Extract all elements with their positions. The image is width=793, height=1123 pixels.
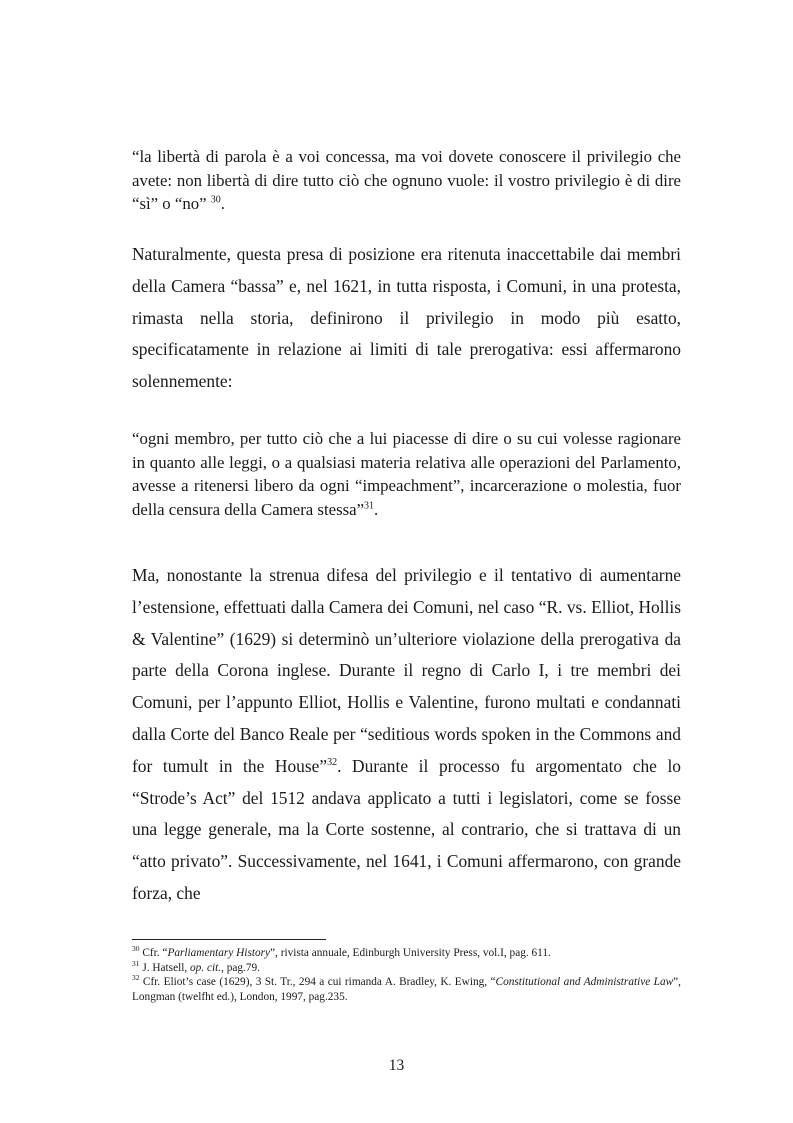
page-number: 13 [388, 1057, 405, 1074]
quote-text: “la libertà di parola è a voi concessa, ma voi dovete conoscere il privilegio che avete: non libertà di dire tutto ciò che ognuno vuole: il vostro privilegio è di dire “sì” o “no” [132, 147, 681, 213]
quote-end: . [220, 194, 225, 213]
footnotes [132, 946, 681, 1004]
paragraph-text: Naturalmente, questa presa di posizione era ritenuta inaccettabile dai membri della Camera “bassa” e, nel 1621, in tutta risposta, i Comuni, in una protesta, rimasta nella storia, definirono il privilegio in modo più esatto, specificatamente in relazione ai limiti di tale prerogativa: essi affermarono solennemente: [132, 244, 681, 392]
quote-text: “ogni membro, per tutto ciò che a lui piacesse di dire o su cui volesse ragionare in quanto alle leggi, o a qualsiasi materia relativa alle operazioni del Parlamento, avesse a ritenersi libero da ogni “impeachment”, incarcerazione o molestia, fuor della censura della Camera stessa” [132, 429, 681, 519]
paragraph-text-part2: . Durante il processo fu argomentato che lo “Strode’s Act” del 1512 andava applicato a tutti i legislatori, come se fosse una legge generale, ma la Corte sostenne, al contrario, che si trattava di un “atto privato”. Successivamente, nel 1641, i Comuni affermarono, con grande forza, che [132, 755, 681, 903]
footnote-text: J. Hatsell, [139, 961, 191, 974]
paragraph-text-part1: Ma, nonostante la strenua difesa del privilegio e il tentativo di aumentarne l’estensione, effettuati dalla Camera dei Comuni, nel caso “R. vs. Elliot, Hollis & Valentine” (1629) si determinò un’ulteriore violazione della prerogativa da parte della Corona inglese. Durante il regno di Carlo I, i tre membri dei Comuni, per l’appunto Elliot, Hollis e Valentine, furono multati e condannati dalla Corte del Banco Reale per “seditious words spoken in the Commons and for tumult in the House” [132, 565, 681, 776]
quote-paragraph [132, 145, 681, 216]
footnote-ref-31[interactable]: 31 [364, 499, 375, 511]
quote-paragraph [132, 427, 681, 521]
footnote-text: , pag.79. [221, 961, 260, 974]
paragraph-text [132, 560, 681, 910]
footnote-ref-30[interactable]: 30 [210, 194, 221, 206]
footnote-text: Cfr. Eliot’s case (1629), 3 St. Tr., 294 a cui rimanda A. Bradley, K. Ewing, “ [139, 976, 496, 989]
body-paragraph-2 [132, 560, 681, 910]
footnote-31 [132, 958, 681, 976]
footnote-text: ”, Longman (twelfht ed.), London, 1997, pag.235. [132, 976, 681, 1003]
footnote-text: Cfr. “ [139, 947, 168, 959]
footnote-title: Constitutional and Administrative Law [495, 976, 674, 989]
footnote-title: op. cit. [190, 961, 222, 974]
footnote-divider [132, 939, 326, 940]
footnote-text: ”, rivista annuale, Edinburgh University Press, vol.I, pag. 611. [270, 947, 551, 959]
block-quote-2 [132, 427, 681, 521]
quote-end: . [374, 499, 379, 519]
footnote-title: Parliamentary History [167, 947, 271, 959]
body-paragraph-1 [132, 239, 681, 398]
footnote-number: 31 [132, 958, 140, 968]
footnote-number: 30 [132, 944, 140, 954]
footnote-ref-32[interactable]: 32 [327, 756, 338, 768]
footnote-30 [132, 946, 681, 961]
block-quote-1 [132, 145, 681, 216]
footnote-32 [132, 975, 681, 1004]
footnote-number: 32 [132, 973, 140, 983]
